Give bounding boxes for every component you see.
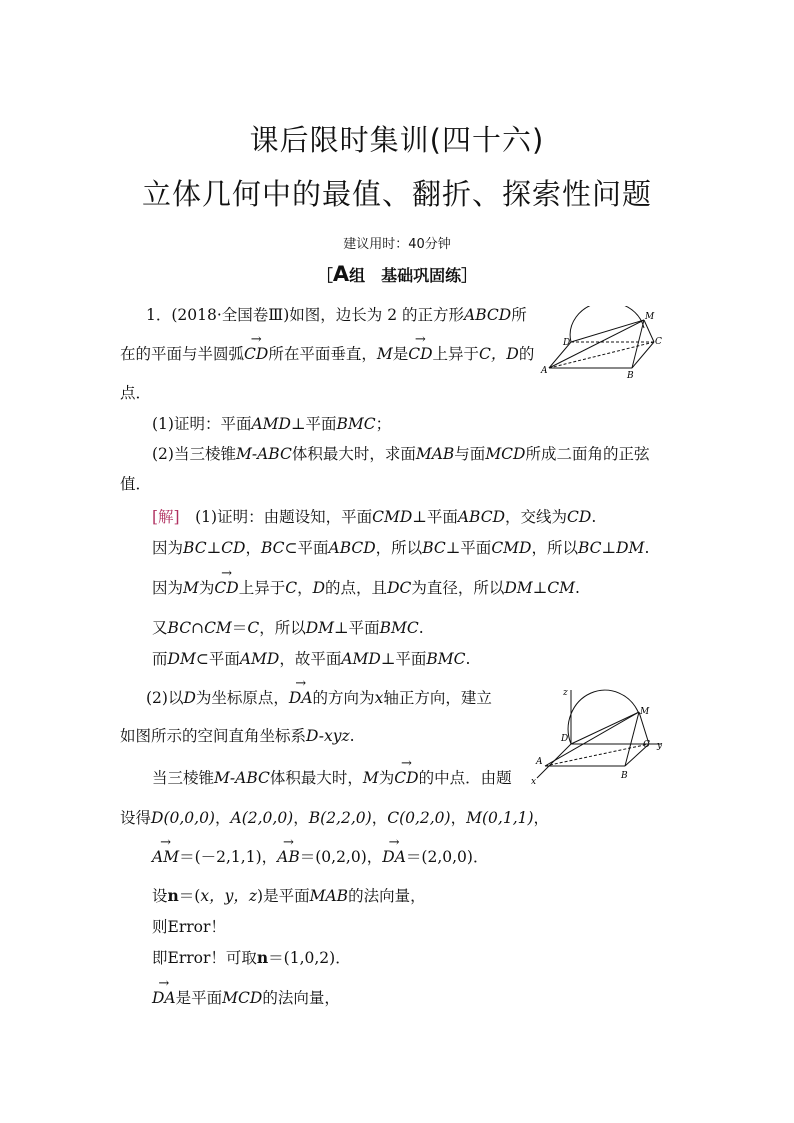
- solution-then: 则Error！: [152, 918, 226, 936]
- group-bracket-open: ［: [316, 266, 333, 285]
- fig1-label-b: B: [627, 371, 634, 378]
- fig2-label-y: y: [657, 741, 663, 751]
- arc-cd: → CD: [244, 345, 268, 363]
- fig1-semicircle-arc: [570, 306, 644, 342]
- problem-part-2: (2)当三棱锥M-ABC体积最大时，求面MAB与面MCD所成二面角的正弦: [152, 445, 650, 463]
- group-label: 组 基础巩固练: [349, 266, 462, 285]
- problem-part-1: (1)证明：平面AMD⊥平面BMC；: [152, 415, 392, 433]
- fig2-label-a: A: [536, 757, 543, 767]
- vector-da: → DA: [152, 989, 176, 1007]
- solution-line-3: 因为M为→ CD上异于C，D的点，且DC为直径，所以DM⊥CM.: [152, 576, 580, 598]
- fig1-edge-mc: [644, 320, 654, 342]
- fig1-label-c: C: [655, 337, 662, 347]
- arc-cd: → CD: [394, 769, 418, 787]
- fig2-label-z: z: [563, 688, 568, 698]
- fig1-label-m: M: [645, 312, 655, 322]
- arc-cd: → CD: [214, 579, 238, 597]
- page-subtitle: 立体几何中的最值、翻折、探索性问题: [141, 177, 652, 211]
- fig2-label-c: C: [643, 740, 650, 750]
- solution-line-2: 因为BC⊥CD，BC⊂平面ABCD，所以BC⊥平面CMD，所以BC⊥DM.: [152, 539, 650, 557]
- solution-line-5: 而DM⊂平面AMD，故平面AMD⊥平面BMC.: [152, 650, 471, 668]
- solution-part2-line-2: 如图所示的空间直角坐标系D-xyz.: [120, 727, 355, 745]
- solution-vectors: → AM＝(－2,1,1)，→ AB＝(0,2,0)，→ DA＝(2,0,0)．: [152, 845, 488, 867]
- fig2-edge-mb: [625, 712, 639, 766]
- problem-part-2-end: 值．: [120, 475, 152, 493]
- solution-normal-def: 设n＝(x，y，z)是平面MAB的法向量，: [152, 886, 426, 905]
- solution-coords: 设得D(0,0,0)，A(2,0,0)，B(2,2,0)，C(0,2,0)，M(0,1,1)，: [120, 809, 550, 827]
- solution-part2-line-3: 当三棱锥M-ABC体积最大时，M为→ CD的中点．由题: [152, 766, 512, 788]
- solution-normal-value: 即Error！可取n＝(1,0,2)．: [152, 948, 351, 967]
- fig2-edge-md: [571, 712, 639, 744]
- group-letter: A: [332, 262, 350, 286]
- arc-cd: → CD: [408, 345, 432, 363]
- page-title: 课后限时集训(四十六): [249, 123, 545, 157]
- fig2-label-b: B: [621, 771, 628, 781]
- solution-last-line: → DA是平面MCD的法向量，: [152, 986, 340, 1008]
- problem-line-1: 1．(2018·全国卷Ⅲ)如图，边长为 2 的正方形ABCD所: [146, 306, 527, 324]
- vector-da: → DA: [382, 848, 406, 866]
- solution-line-4: 又BC∩CM＝C，所以DM⊥平面BMC.: [152, 619, 424, 637]
- solution-line-1: [解] (1)证明：由题设知，平面CMD⊥平面ABCD，交线为CD.: [152, 508, 597, 526]
- vector-am: → AM: [152, 848, 179, 866]
- fig2-label-m: M: [640, 707, 650, 717]
- jie-label: [解]: [152, 508, 180, 526]
- problem-line-3: 点．: [120, 384, 152, 402]
- fig1-label-d: D: [563, 338, 571, 348]
- figure-1-diagram: [537, 306, 667, 378]
- fig2-label-d: D: [561, 734, 569, 744]
- suggested-time: 建议用时：40分钟: [343, 237, 451, 252]
- figure-2-diagram: [527, 686, 667, 786]
- vector-da: → DA: [289, 689, 313, 707]
- problem-line-2: 在的平面与半圆弧→ CD所在平面垂直，M是→ CD上异于C，D的: [120, 342, 534, 364]
- vector-ab: → AB: [277, 848, 300, 866]
- group-heading: [0, 262, 794, 286]
- solution-part2-line-1: (2)以D为坐标原点，→ DA的方向为x轴正方向，建立: [146, 686, 492, 708]
- fig1-label-a: A: [541, 366, 548, 376]
- group-bracket-close: ］: [461, 266, 478, 285]
- fig2-label-x: x: [531, 777, 537, 786]
- fig2-edge-ma: [545, 712, 639, 766]
